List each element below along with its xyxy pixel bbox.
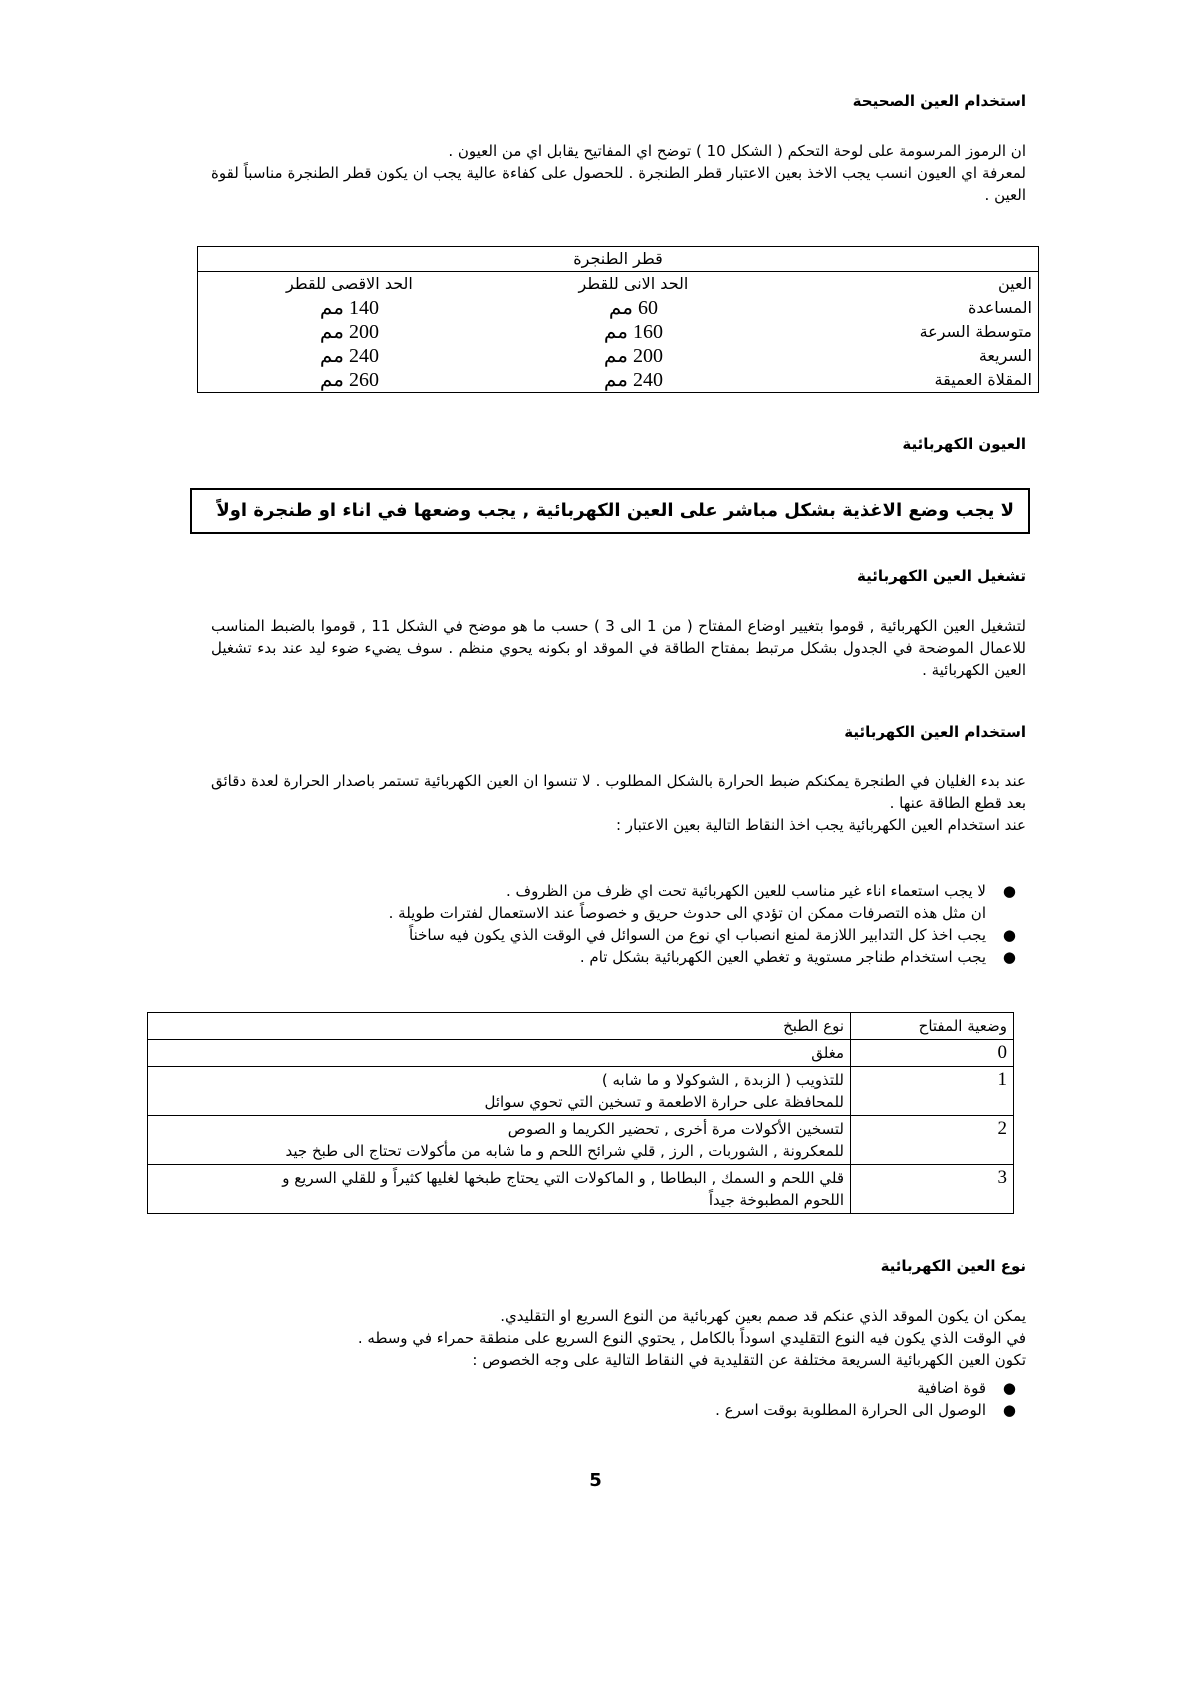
cell-position: 0	[851, 1040, 1014, 1067]
cell-line: لتسخين الأكولات مرة أخرى , تحضير الكريما و الصوص	[507, 1120, 844, 1138]
list-item-text: الوصول الى الحرارة المطلوبة بوقت اسرع .	[715, 1401, 986, 1419]
table-row	[148, 1165, 1014, 1214]
bullet-icon: ●	[1002, 1401, 1016, 1419]
cell-cooking-type	[148, 1067, 851, 1116]
header-max-diameter: الحد الاقصى للقطر	[286, 274, 413, 293]
cell-line: اللحوم المطبوخة جيداً	[708, 1191, 844, 1209]
page-number: 5	[589, 1470, 602, 1491]
cell-line: للمعكرونة , الشوربات , الرز , قلي شرائح اللحم و ما شابه من مأكولات تحتاج الى طبخ جيد	[285, 1142, 844, 1160]
cell-line: للمحافظة على حرارة الاطعمة و تسخين التي تحوي سوائل	[484, 1093, 844, 1111]
table-header-row	[198, 272, 1039, 297]
header-cooking-type: نوع الطبخ	[148, 1013, 851, 1040]
cell-position: 3	[851, 1165, 1014, 1214]
paragraph-using	[211, 770, 1026, 836]
cell-position: 1	[851, 1067, 1014, 1116]
cell-cooking-type	[148, 1165, 851, 1214]
list-item-text: يجب اخذ كل التدابير اللازمة لمنع انصباب اي نوع من السوائل في الوقت الذي يكون فيه ساخناً	[409, 926, 986, 944]
header-burner: العين	[997, 274, 1032, 293]
table-row	[148, 1116, 1014, 1165]
bullet-list-burner-features	[211, 1377, 1026, 1421]
cell-min: 160 مم	[603, 321, 663, 343]
cell-min: 200 مم	[603, 345, 663, 367]
pan-diameter-table	[197, 246, 1039, 393]
cell-position: 2	[851, 1116, 1014, 1165]
list-item-text: لا يجب استعماء اناء غير مناسب للعين الكهربائية تحت اي ظرف من الظروف .	[506, 882, 986, 900]
paragraph-line: يمكن ان يكون الموقد الذي عنكم قد صمم بعين كهربائية من النوع السريع او التقليدي.	[500, 1307, 1026, 1325]
paragraph-operating: لتشغيل العين الكهربائية , قوموا بتغيير اوضاع المفتاح ( من 1 الى 3 ) حسب ما هو موضح في الشكل 11 , قوموا بالضبط المناسب للاعمال الموضحة في الجدول بشكل مرتبط بمفتاح الطاقة في الموقد او بكونه يحوي منظم . سوف يضيء ضوء ليد عند بدء تشغيل العين الكهربائية .	[211, 617, 1027, 679]
table-row	[148, 1040, 1014, 1067]
header-switch-position: وضعية المفتاح	[851, 1013, 1014, 1040]
table-row	[148, 1067, 1014, 1116]
paragraph-text: عند بدء الغليان في الطنجرة يمكنكم ضبط الحرارة بالشكل المطلوب . لا تنسوا ان العين الكهربائية تستمر باصدار الحرارة لعدة دقائق بعد قطع الطاقة عنها .	[211, 772, 1026, 812]
cell-burner: متوسطة السرعة	[919, 322, 1032, 341]
cell-max: 260 مم	[319, 369, 379, 391]
cell-line: للتذويب ( الزبدة , الشوكولا و ما شابه )	[601, 1071, 844, 1089]
paragraph-line: في الوقت الذي يكون فيه النوع التقليدي اسوداً بالكامل , يحتوي النوع السريع على منطقة حمراء في وسطه .	[357, 1329, 1026, 1347]
list-item	[211, 924, 1026, 946]
table-row	[198, 296, 1039, 320]
paragraph-line: تكون العين الكهربائية السريعة مختلفة عن التقليدية في النقاط التالية على وجه الخصوص :	[472, 1351, 1026, 1369]
cell-burner: المساعدة	[967, 298, 1032, 317]
list-item	[211, 946, 1026, 968]
list-item-text: ان مثل هذه التصرفات ممكن ان تؤدي الى حدوث حريق و خصوصاً عند الاستعمال لفترات طويلة .	[388, 904, 986, 922]
bullet-list-precautions	[211, 880, 1026, 968]
list-item-text: قوة اضافية	[917, 1379, 986, 1397]
heading-operating-electric-burner: تشغيل العين الكهربائية	[856, 567, 1026, 585]
heading-burner-type: نوع العين الكهربائية	[880, 1257, 1026, 1275]
switch-position-table	[147, 1012, 1014, 1214]
cell-min: 60 مم	[608, 297, 658, 319]
paragraph-burner-type	[211, 1305, 1026, 1371]
cell-max: 240 مم	[319, 345, 379, 367]
bullet-icon: ●	[1002, 926, 1016, 944]
heading-using-electric-burner: استخدام العين الكهربائية	[844, 723, 1026, 741]
bullet-icon: ●	[1002, 882, 1016, 900]
bullet-icon: ●	[1002, 948, 1016, 966]
warning-box: لا يجب وضع الاغذية بشكل مباشر على العين الكهربائية , يجب وضعها في اناء او طنجرة اولاً	[190, 488, 1030, 534]
table-group-header: قطر الطنجرة	[198, 247, 1039, 272]
cell-min: 240 مم	[603, 369, 663, 391]
table-row	[198, 344, 1039, 368]
paragraph-text: عند استخدام العين الكهربائية يجب اخذ النقاط التالية بعين الاعتبار :	[615, 816, 1026, 834]
paragraph-line: لمعرفة اي العيون انسب يجب الاخذ بعين الاعتبار قطر الطنجرة . للحصول على كفاءة عالية يجب ان يكون قطر الطنجرة مناسباً لقوة العين .	[211, 164, 1026, 204]
cell-burner: السريعة	[978, 346, 1032, 365]
table-group-header-row	[198, 247, 1039, 272]
paragraph-line: ان الرموز المرسومة على لوحة التحكم ( الشكل 10 ) توضح اي المفاتيح يقابل اي من العيون .	[448, 142, 1026, 160]
header-min-diameter: الحد الانى للقطر	[578, 274, 689, 293]
cell-max: 200 مم	[319, 321, 379, 343]
cell-max: 140 مم	[319, 297, 379, 319]
bullet-icon: ●	[1002, 1379, 1016, 1397]
heading-correct-burner: استخدام العين الصحيحة	[852, 92, 1026, 110]
list-item	[211, 1377, 1026, 1399]
table-header-row	[148, 1013, 1014, 1040]
cell-line: قلي اللحم و السمك , البطاطا , و الماكولات التي يحتاج طبخها لغليها كثيراً و للقلي السريع و	[282, 1169, 844, 1187]
list-item-text: يجب استخدام طناجر مستوية و تغطي العين الكهربائية بشكل تام .	[579, 948, 986, 966]
list-item	[211, 880, 1026, 924]
cell-cooking-type	[148, 1040, 851, 1067]
list-item	[211, 1399, 1026, 1421]
table-row	[198, 368, 1039, 393]
heading-electric-burners: العيون الكهربائية	[902, 435, 1026, 453]
cell-cooking-type	[148, 1116, 851, 1165]
table-row	[198, 320, 1039, 344]
paragraph-correct-burner	[211, 140, 1026, 206]
cell-line: مغلق	[811, 1044, 844, 1062]
cell-burner: المقلاة العميقة	[934, 370, 1032, 389]
